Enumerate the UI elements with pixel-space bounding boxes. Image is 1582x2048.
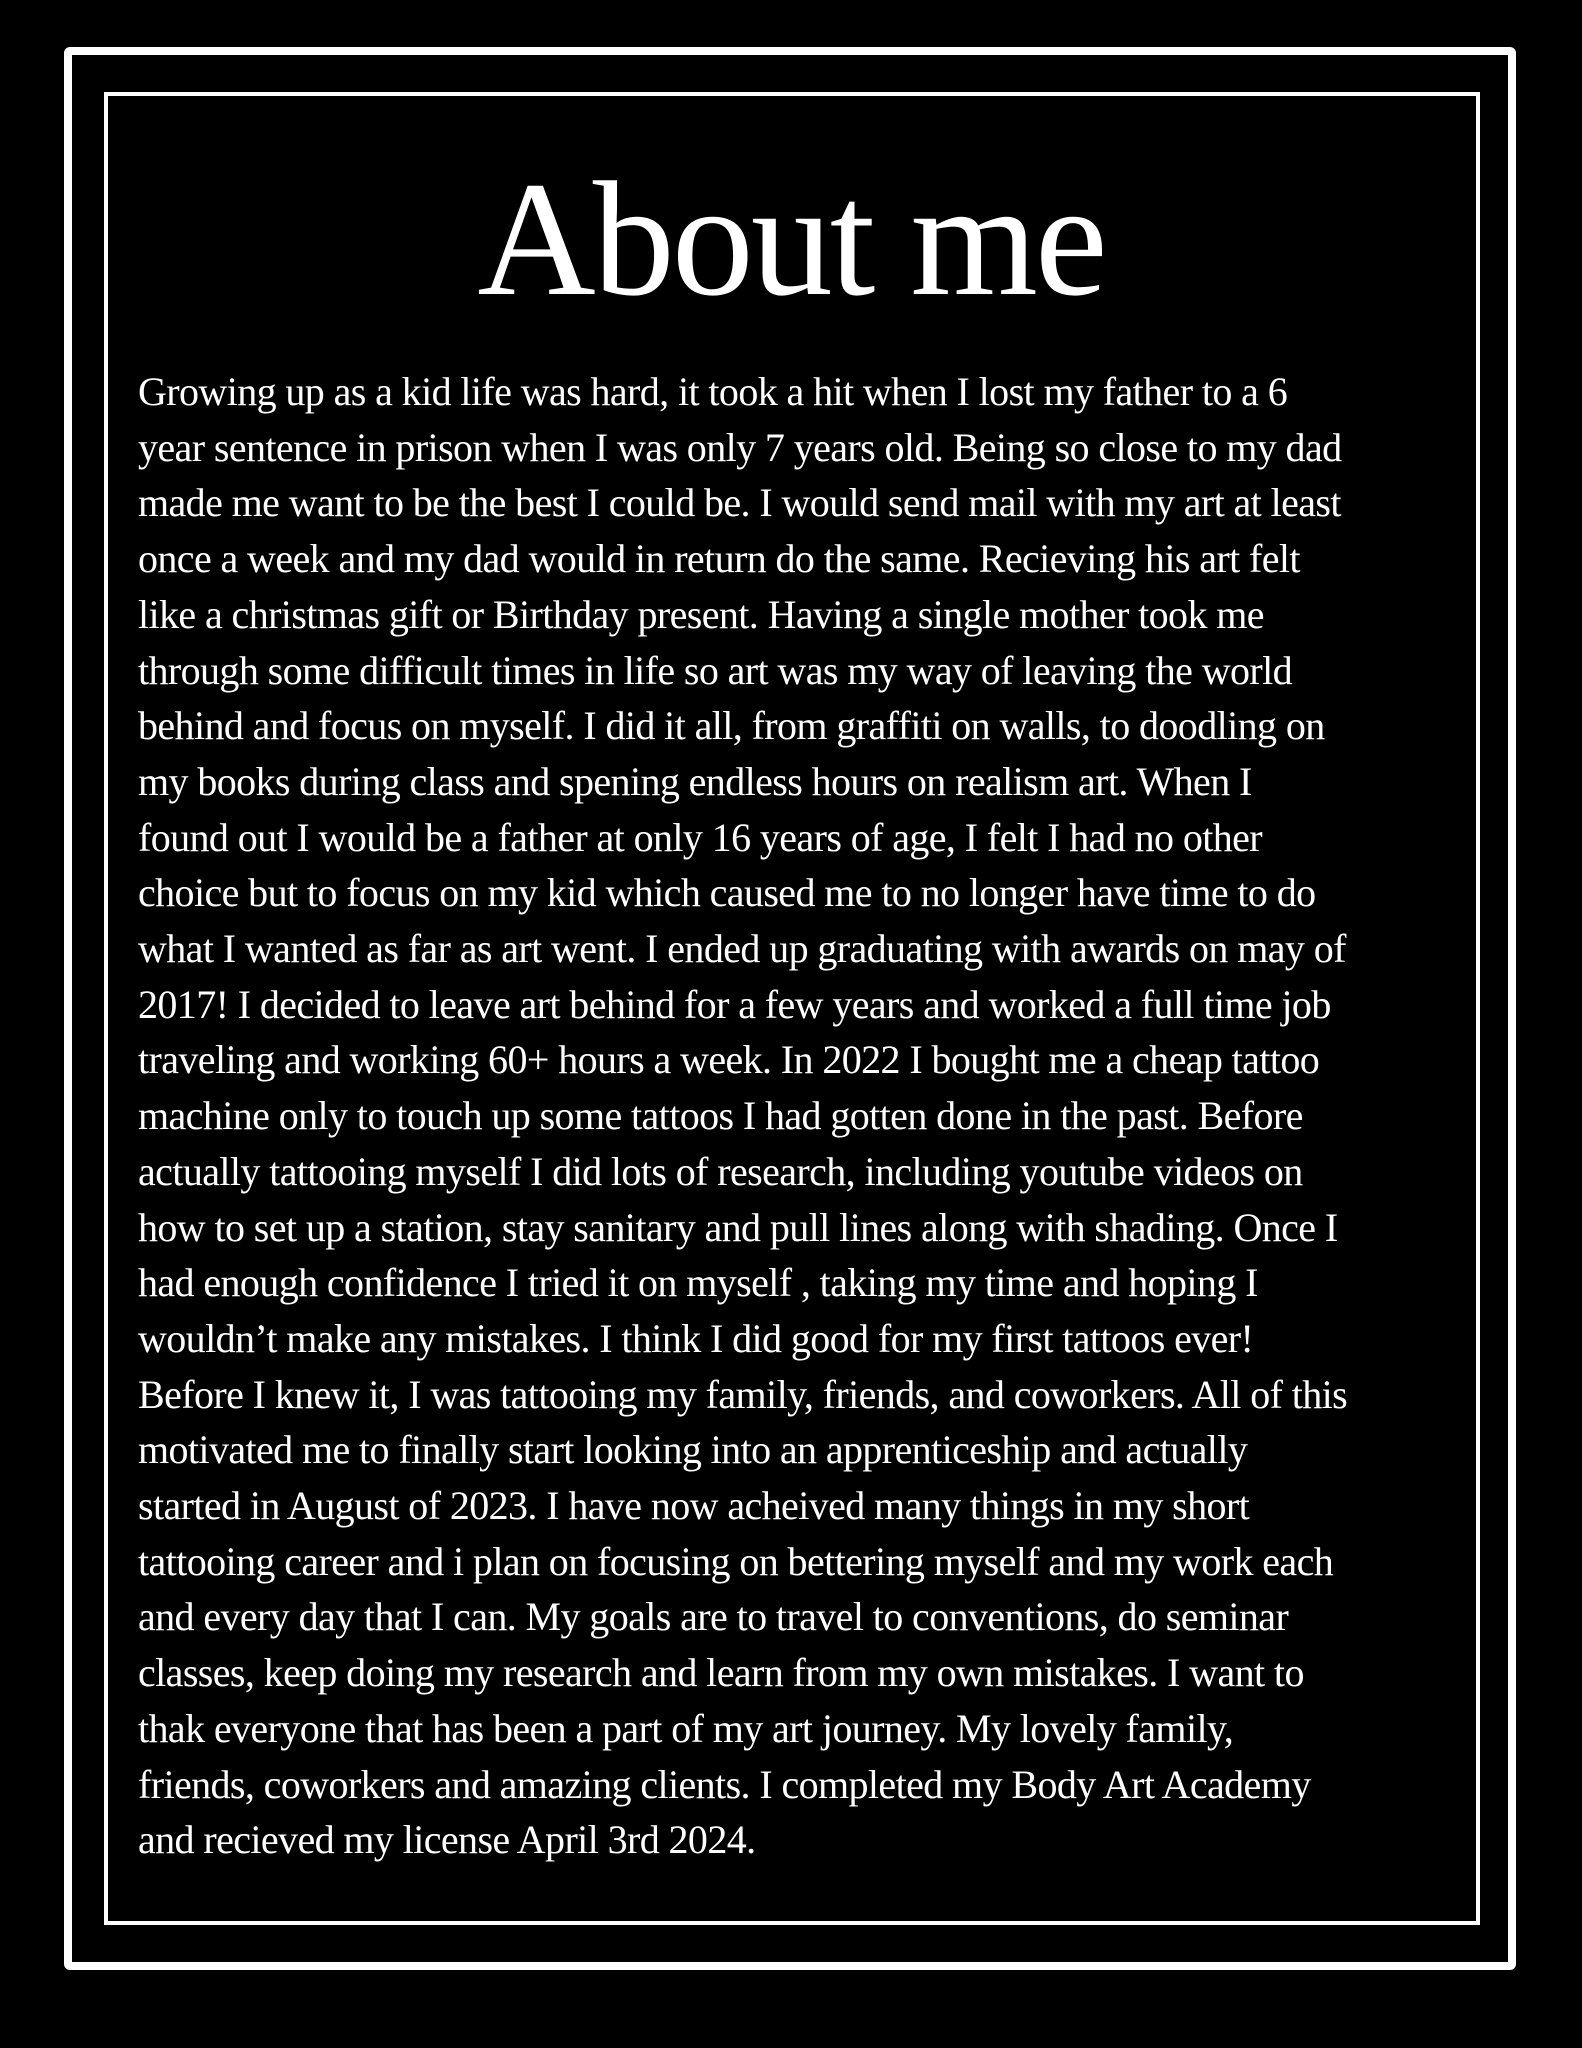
paragraph-line: behind and focus on myself. I did it all, from graffiti on walls, to doodling on — [138, 703, 1325, 749]
paragraph-line: my books during class and spening endless hours on realism art. When I — [138, 758, 1252, 804]
paragraph-line: traveling and working 60+ hours a week. In 2022 I bought me a cheap tattoo — [138, 1037, 1320, 1083]
paragraph-line: what I wanted as far as art went. I ended up graduating with awards on may of — [138, 926, 1346, 972]
paragraph-line: like a christmas gift or Birthday present. Having a single mother took me — [138, 591, 1264, 637]
paragraph-line: made me want to be the best I could be. I would send mail with my art at least — [138, 480, 1341, 526]
paragraph-line: Growing up as a kid life was hard, it took a hit when I lost my father to a 6 — [138, 369, 1288, 414]
paragraph-line: wouldn’t make any mistakes. I think I did good for my first tattoos ever! — [138, 1315, 1254, 1361]
paragraph-line: classes, keep doing my research and learn from my own mistakes. I want to — [138, 1650, 1304, 1696]
about-paragraph — [138, 364, 1468, 1868]
paragraph-line: friends, coworkers and amazing clients. I completed my Body Art Academy — [138, 1761, 1311, 1807]
paragraph-line: choice but to focus on my kid which caused me to no longer have time to do — [138, 870, 1316, 916]
paragraph-line: 2017! I decided to leave art behind for a few years and worked a full time job — [138, 981, 1331, 1027]
paragraph-line: once a week and my dad would in return do the same. Recieving his art felt — [138, 536, 1300, 582]
paragraph-line: Before I knew it, I was tattooing my family, friends, and coworkers. All of this — [138, 1371, 1348, 1417]
paragraph-line: started in August of 2023. I have now acheived many things in my short — [138, 1483, 1250, 1529]
paragraph-line: motivated me to finally start looking into an apprenticeship and actually — [138, 1427, 1248, 1473]
paragraph-line: and every day that I can. My goals are to travel to conventions, do seminar — [138, 1594, 1289, 1640]
paragraph-line: through some difficult times in life so art was my way of leaving the world — [138, 647, 1293, 693]
paragraph-line: had enough confidence I tried it on myself , taking my time and hoping I — [138, 1260, 1258, 1306]
paragraph-line: actually tattooing myself I did lots of research, including youtube videos on — [138, 1148, 1303, 1194]
paragraph-line: how to set up a station, stay sanitary and pull lines along with shading. Once I — [138, 1204, 1338, 1250]
paragraph-line: thak everyone that has been a part of my art journey. My lovely family, — [138, 1705, 1234, 1751]
paragraph-line: year sentence in prison when I was only 7 years old. Being so close to my dad — [138, 424, 1342, 470]
paragraph-line: machine only to touch up some tattoos I had gotten done in the past. Before — [138, 1093, 1303, 1139]
paragraph-line: and recieved my license April 3rd 2024. — [138, 1817, 756, 1863]
paragraph-line: found out I would be a father at only 16 years of age, I felt I had no other — [138, 814, 1263, 860]
paragraph-line: tattooing career and i plan on focusing on bettering myself and my work each — [138, 1538, 1334, 1584]
page-title: About me — [477, 149, 1105, 330]
